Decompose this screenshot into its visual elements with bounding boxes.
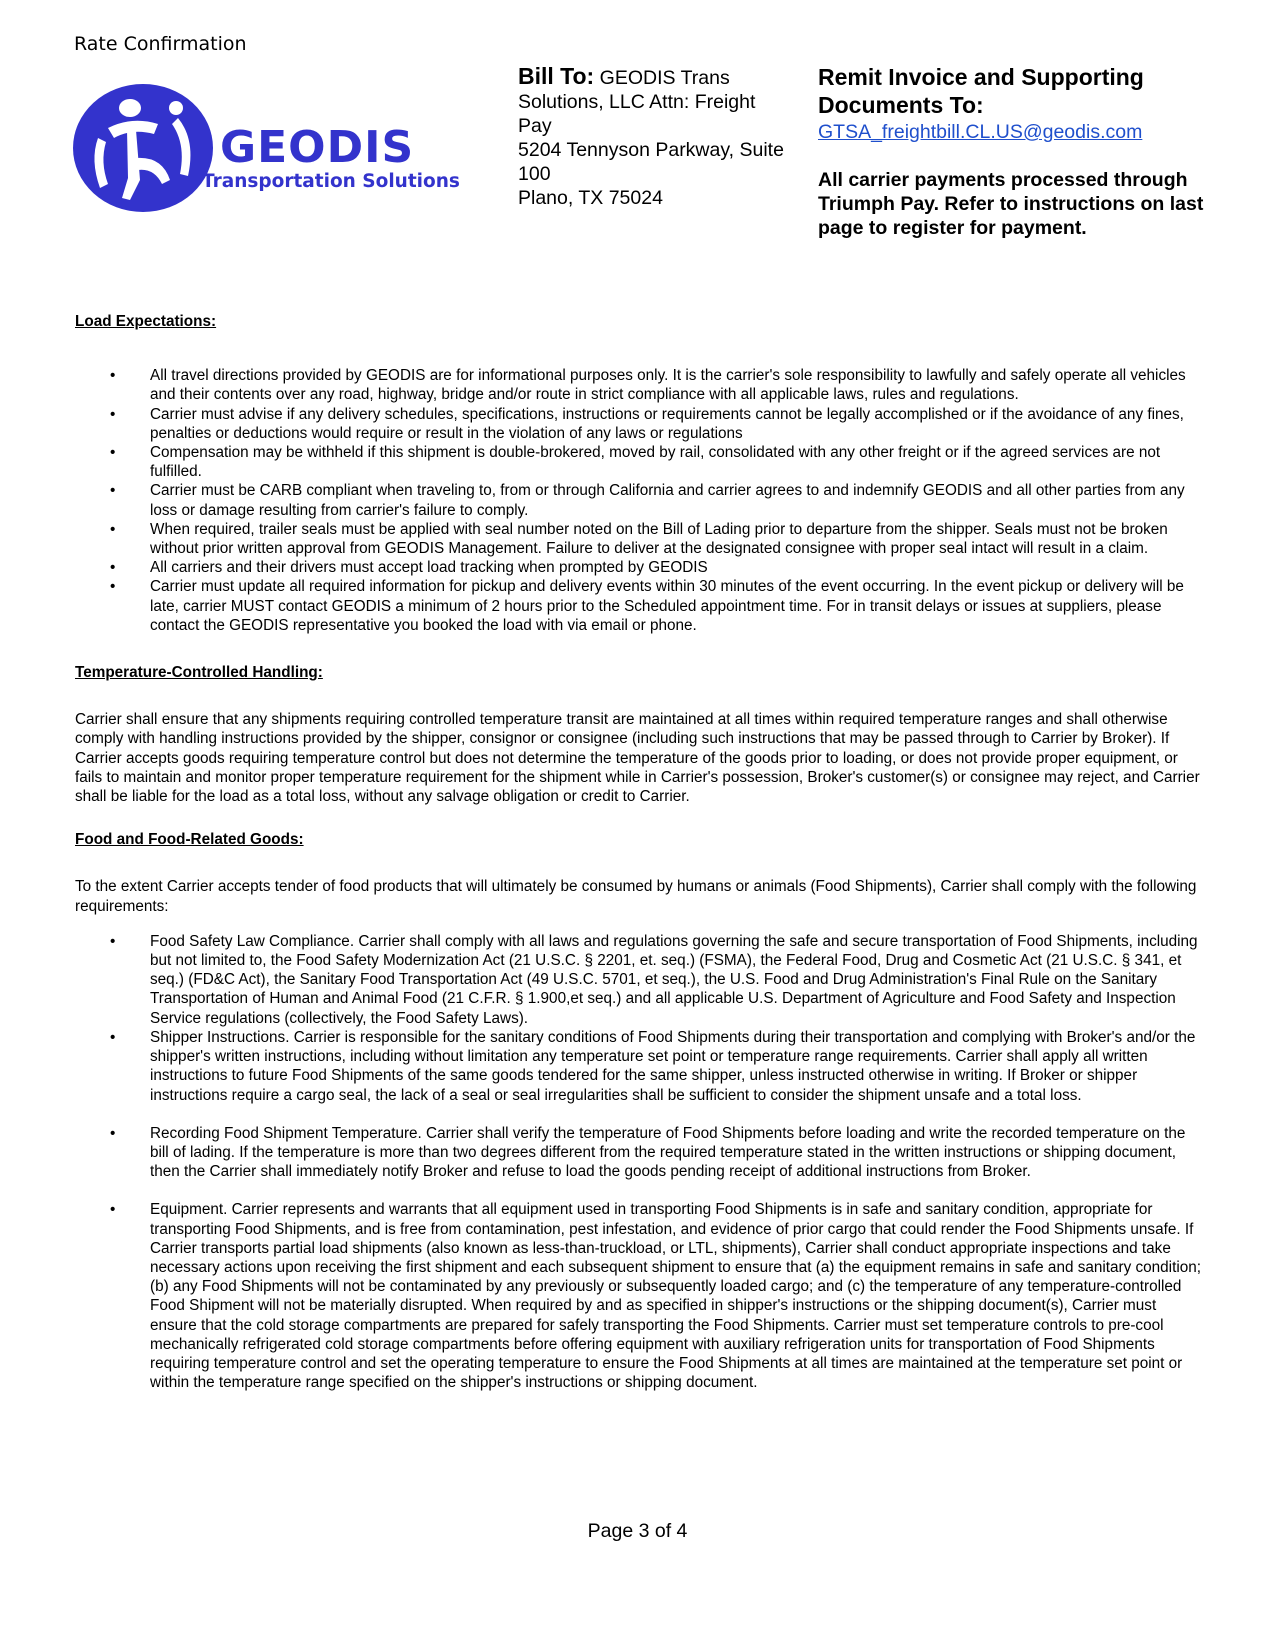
bullet-icon: • [110, 932, 116, 950]
list-item: • All carriers and their drivers must accept load tracking when prompted by GEODIS [110, 559, 708, 577]
bullet-icon: • [110, 1201, 116, 1219]
bill-to-street: 5204 Tennyson Parkway, Suite 100 [518, 139, 784, 185]
remit-block [818, 63, 1238, 240]
list-item: • Carrier must advise if any delivery schedules, specifications, instructions or requirements cannot be legally accomplished or if the avoidance of any fines, penalties or deductions would require or result in the violation of any laws or regulations [110, 405, 1184, 442]
payment-note: All carrier payments processed through Triumph Pay. Refer to instructions on last page to register for payment. [818, 169, 1204, 239]
remit-email-link[interactable]: GTSA_freightbill.CL.US@geodis.com [818, 121, 1143, 143]
bullet-icon: • [110, 444, 116, 462]
logo-wordmark: GEODIS [220, 122, 415, 173]
document-title: Rate Confirmation [74, 33, 247, 55]
bill-to-block [518, 64, 788, 210]
bullet-icon: • [110, 578, 116, 596]
load-expectations-list [75, 366, 1205, 635]
bullet-icon: • [110, 559, 116, 577]
bill-to-label: Bill To: [518, 63, 595, 89]
list-item: • When required, trailer seals must be applied with seal number noted on the Bill of Lading prior to departure from the shipper. Seals must not be broken without prior written approval from GEODIS Management. Failure to deliver at the designated consignee with proper seal intact will result in a claim. [110, 520, 1168, 558]
food-heading: Food and Food-Related Goods: [75, 831, 304, 849]
list-item: • Equipment. Carrier represents and warrants that all equipment used in transporting Food Shipments is in safe and sanitary condition, appropriate for transporting Food Shipments, and is free from contamination, pest infestation, and evidence of prior cargo that could render the Food Shipments unsafe. If Carrier transports partial load shipments (also known as less-than-truckload, or LTL, shipments), Carrier shall conduct appropriate inspections and take necessary actions upon receiving the first shipment and each subsequent shipment to ensure that (a) the equipment remains in safe and sanitary condition; (b) any Food Shipments will not be contaminated by any previously or subsequently loaded cargo; and (c) the temperature of any temperature-controlled Food Shipment will not be materially disrupted. When required by and as specified in shipper's instructions or the shipping document(s), Carrier must ensure that the cold storage compartments are prepared for safely transporting the Food Shipments. Carrier must set temperature controls to pre-cool mechanically refrigerated cold storage compartments before offering equipment with auxiliary refrigeration units for transportation of Food Shipments requiring temperature control and set the operating temperature to ensure the Food Shipments at all times are maintained at the temperature set point or within the temperature range specified on the shipper's instructions or shipping document. [110, 1201, 1201, 1392]
list-item: • Recording Food Shipment Temperature. Carrier shall verify the temperature of Food Shipments before loading and write the recorded temperature on the bill of lading. If the temperature is more than two degrees different from the required temperature stated in the written instructions or shipping document, then the Carrier shall immediately notify Broker and refuse to load the goods pending receipt of additional instructions from Broker. [110, 1124, 1186, 1181]
main-content [75, 312, 1205, 1392]
remit-heading: Remit Invoice and Supporting Documents To: [818, 64, 1144, 118]
bill-to-company: GEODIS Trans Solutions, LLC Attn: Freight Pay [518, 67, 756, 137]
page-number: Page 3 of 4 [587, 1520, 688, 1542]
bullet-icon: • [110, 405, 116, 423]
food-intro: To the extent Carrier accepts tender of food products that will ultimately be consumed by humans or animals (Food Shipments), Carrier shall comply with the following requirements: [75, 878, 1197, 915]
bullet-icon: • [110, 482, 116, 500]
logo-tagline: Transportation Solutions [202, 171, 460, 192]
list-item: • Shipper Instructions. Carrier is responsible for the sanitary conditions of Food Shipments during their transportation and complying with Broker's and/or the shipper's written instructions, including without limitation any temperature set point or temperature range requirements. Carrier shall apply all written instructions to future Food Shipments of the same goods tendered for the same shipper, unless instructed otherwise in writing. If Broker or shipper instructions require a cargo seal, the lack of a seal or seal irregularities shall be sufficient to consider the shipment unsafe and a total loss. [110, 1028, 1196, 1104]
bullet-icon: • [110, 1124, 116, 1142]
list-item: • Carrier must update all required information for pickup and delivery events within 30 minutes of the event occurring. In the event pickup or delivery will be late, carrier MUST contact GEODIS a minimum of 2 hours prior to the Scheduled appointment time. For in transit delays or issues at suppliers, please contact the GEODIS representative you booked the load with via email or phone. [110, 578, 1184, 634]
temperature-heading: Temperature-Controlled Handling: [75, 664, 323, 682]
list-item: • All travel directions provided by GEODIS are for informational purposes only. It is the carrier's sole responsibility to lawfully and safely operate all vehicles and their contents over any road, highway, bridge and/or route in strict compliance with all applicable laws, rules and regulations. [110, 367, 1186, 404]
geodis-logo [70, 80, 470, 220]
list-item: • Compensation may be withheld if this shipment is double-brokered, moved by rail, consolidated with any other freight or if the agreed services are not fulfilled. [110, 444, 1161, 481]
list-item: • Carrier must be CARB compliant when traveling to, from or through California and carrier agrees to and indemnify GEODIS and all other parties from any loss or damage resulting from carrier's failure to comply. [110, 482, 1185, 519]
list-item: • Food Safety Law Compliance. Carrier shall comply with all laws and regulations governing the safe and secure transportation of Food Shipments, including but not limited to, the Food Safety Modernization Act (21 U.S.C. § 2201, et. seq.) (FSMA), the Federal Food, Drug and Cosmetic Act (21 U.S.C. § 341, et seq.) (FD&C Act), the Sanitary Food Transportation Act (49 U.S.C. 5701, et seq.), the U.S. Food and Drug Administration's Final Rule on the Sanitary Transportation of Human and Animal Food (21 C.F.R. § 1.900,et seq.) and all applicable U.S. Department of Agriculture and Food Safety and Inspection Service regulations (collectively, the Food Safety Laws). [110, 932, 1198, 1027]
bill-to-city: Plano, TX 75024 [518, 187, 663, 209]
bullet-icon: • [110, 1028, 116, 1046]
food-requirements-list [75, 932, 1205, 1392]
temperature-body: Carrier shall ensure that any shipments requiring controlled temperature transit are maintained at all times within required temperature ranges and shall otherwise comply with handling instructions provided by the shipper, consignor or consignee (including such instructions that may be passed through to Carrier by Broker). If Carrier accepts goods requiring temperature control but does not determine the temperature of the goods prior to loading, or does not provide proper equipment, or fails to maintain and monitor proper temperature requirement for the shipment while in Carrier's possession, Broker's customer(s) or consignee may reject, and Carrier shall be liable for the load as a total loss, without any salvage obligation or credit to Carrier. [75, 711, 1200, 806]
bullet-icon: • [110, 520, 116, 538]
load-expectations-heading: Load Expectations: [75, 313, 217, 330]
bullet-icon: • [110, 367, 116, 385]
